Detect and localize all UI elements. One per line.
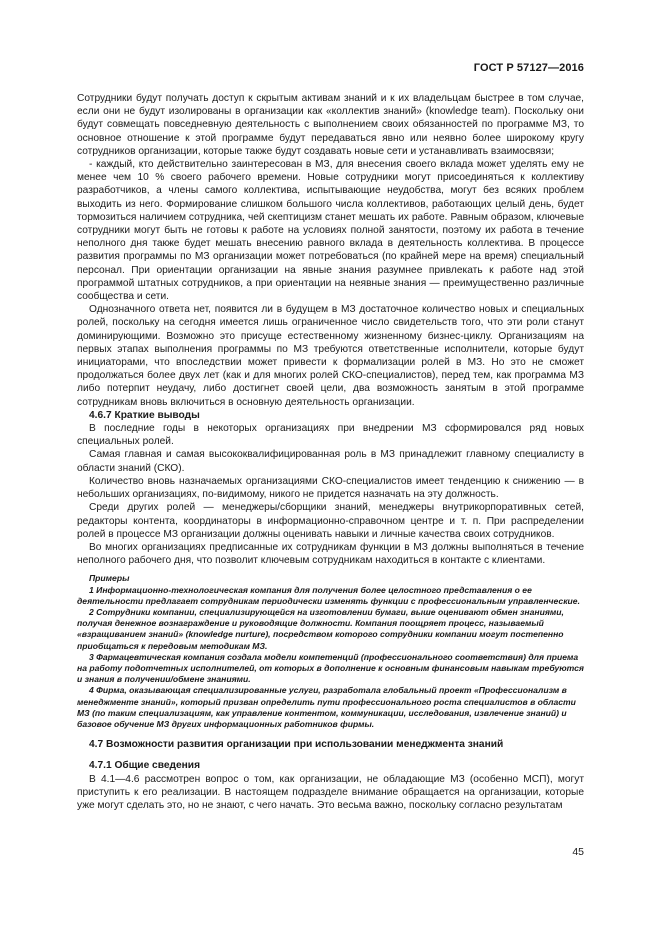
paragraph: Количество вновь назначаемых организациями СКО-специалистов имеет тенденцию к снижению — в небольших организациях, по-видимому, никого не придется назначать на эту должность.: [77, 475, 584, 501]
paragraph: - каждый, кто действительно заинтересован в МЗ, для внесения своего вклада может уделять ему не менее чем 10 % своего рабочего времени. Новые сотрудники могут присоединяться к коллективу разработчиков, а члены самого коллектива, испытывающие неудобства, могут без всяких проблем выходить из него. Формирование слишком большого числа коллективов, работающих целый день, будет тормозиться наличием сотрудника, чей скептицизм станет мешать их работе. Равным образом, ключевые сотрудники могут быть не готовы к работе на условиях полной занятости, поэтому их работа в течение неполного дня также будет мешать внесению равного вклада в деятельность коллектива. В процессе развития программы по МЗ организации может потребоваться (по крайней мере на время) специальный персонал. При ориентации организации на явные знания разумнее привлекать к работе над этой программой штатных сотрудников, а при ориентации на неявные знания — преимущественно различные сообщества и сети.: [77, 159, 584, 303]
paragraph: Во многих организациях предписанные их сотрудникам функции в МЗ должны выполняться в течение неполного рабочего дня, что позволит ключевым сотрудникам находиться в контакте с клиентами.: [77, 541, 584, 567]
section-heading-4-7-1: 4.7.1 Общие сведения: [89, 760, 201, 772]
example-item: 2 Сотрудники компании, специализирующейся на изготовлении бумаги, выше оценивают обмен знаниями, получая денежное вознаграждение и руководящие должности. Компания поощряет процесс, называемый «взращиванием знаний» (knowledge nurture), посредством которого сотрудники компании могут постепенно приобщаться к передовым методикам МЗ.: [77, 606, 564, 651]
section-heading-4-6-7: 4.6.7 Краткие выводы: [89, 409, 200, 421]
page-body: [77, 92, 584, 812]
paragraph: В последние годы в некоторых организациях при внедрении МЗ сформировался ряд новых специальных ролей.: [77, 423, 584, 448]
paragraph: Однозначного ответа нет, появится ли в будущем в МЗ достаточное количество новых и специальных ролей, поскольку на сегодня имеется лишь ограниченное число свидетельств того, что эти роли станут доминирующими. Возможно это присуще естественному жизненному бизнес-циклу. Организациям на первых этапах выполнения программы по МЗ требуются ответственные исполнители, которые будут инициаторами, что впоследствии может привести к формализации ролей в МЗ. Но это не сможет продолжаться более двух лет (как и для многих ролей СКО-специалистов), перед тем, как программа МЗ либо потерпит неудачу, либо достигнет своей цели, два возможность занятым в этой программе сотрудникам вновь включиться в основную деятельность организации.: [77, 304, 584, 408]
paragraph: Среди других ролей — менеджеры/сборщики знаний, менеджеры внутрикорпоративных сетей, редакторы контента, координаторы в информационно-справочном центре и т. п. При распределении ролей в процессе МЗ организации должны оценивать навыки и личные качества своих сотрудников.: [77, 502, 584, 540]
example-item: 1 Информационно-технологическая компания для получения более целостного представления о ее деятельности предлагает сотрудникам периодически изменять функции с профессиональным управленческие.: [77, 584, 580, 606]
paragraph: Самая главная и самая высококвалифицированная роль в МЗ принадлежит главному специалисту в области знаний (СКО).: [77, 449, 584, 474]
paragraph: Сотрудники будут получать доступ к скрытым активам знаний и к их владельцам быстрее в том случае, если они не будут изолированы в организации как «коллектив знаний» (knowledge team). Поскольку они будут совмещать повседневную деятельность с выполнением своих обязанностей по программе МЗ, то основное отношение к этой программе будут передаваться явно или неявно более широкому кругу сотрудников организации, которые также будут создавать новые сети и устанавливать взаимосвязи;: [77, 93, 584, 157]
example-item: 3 Фармацевтическая компания создала модели компетенций (профессионального соответствия) для приема на работу подотчетных исполнителей, от которых в дополнение к основным финансовым навыкам требуются и знания в получении/обмене знаниями.: [77, 651, 584, 685]
examples-title: Примеры: [89, 573, 130, 584]
page-number: 45: [572, 846, 584, 858]
example-item: 4 Фирма, оказывающая специализированные услуги, разработала глобальный проект «Профессионализм в менеджменте знаний», который призван определить пути профессионального роста специалистов в области МЗ (по таким специализациям, как управление контентом, коммуникации, исследования, извлечение знаний) и базовое обучение МЗ других информационных работников фирмы.: [77, 685, 576, 729]
section-heading-4-7: 4.7 Возможности развития организации при использовании менеджмента знаний: [89, 739, 504, 751]
paragraph: В 4.1—4.6 рассмотрен вопрос о том, как организации, не обладающие МЗ (особенно МСП), могут приступить к его реализации. В настоящем подразделе внимание обращается на организации, которые уже могут сделать это, но не знают, с чего начать. Это весьма важно, поскольку согласно результатам: [77, 773, 584, 811]
standard-header: ГОСТ Р 57127—2016: [473, 62, 584, 74]
